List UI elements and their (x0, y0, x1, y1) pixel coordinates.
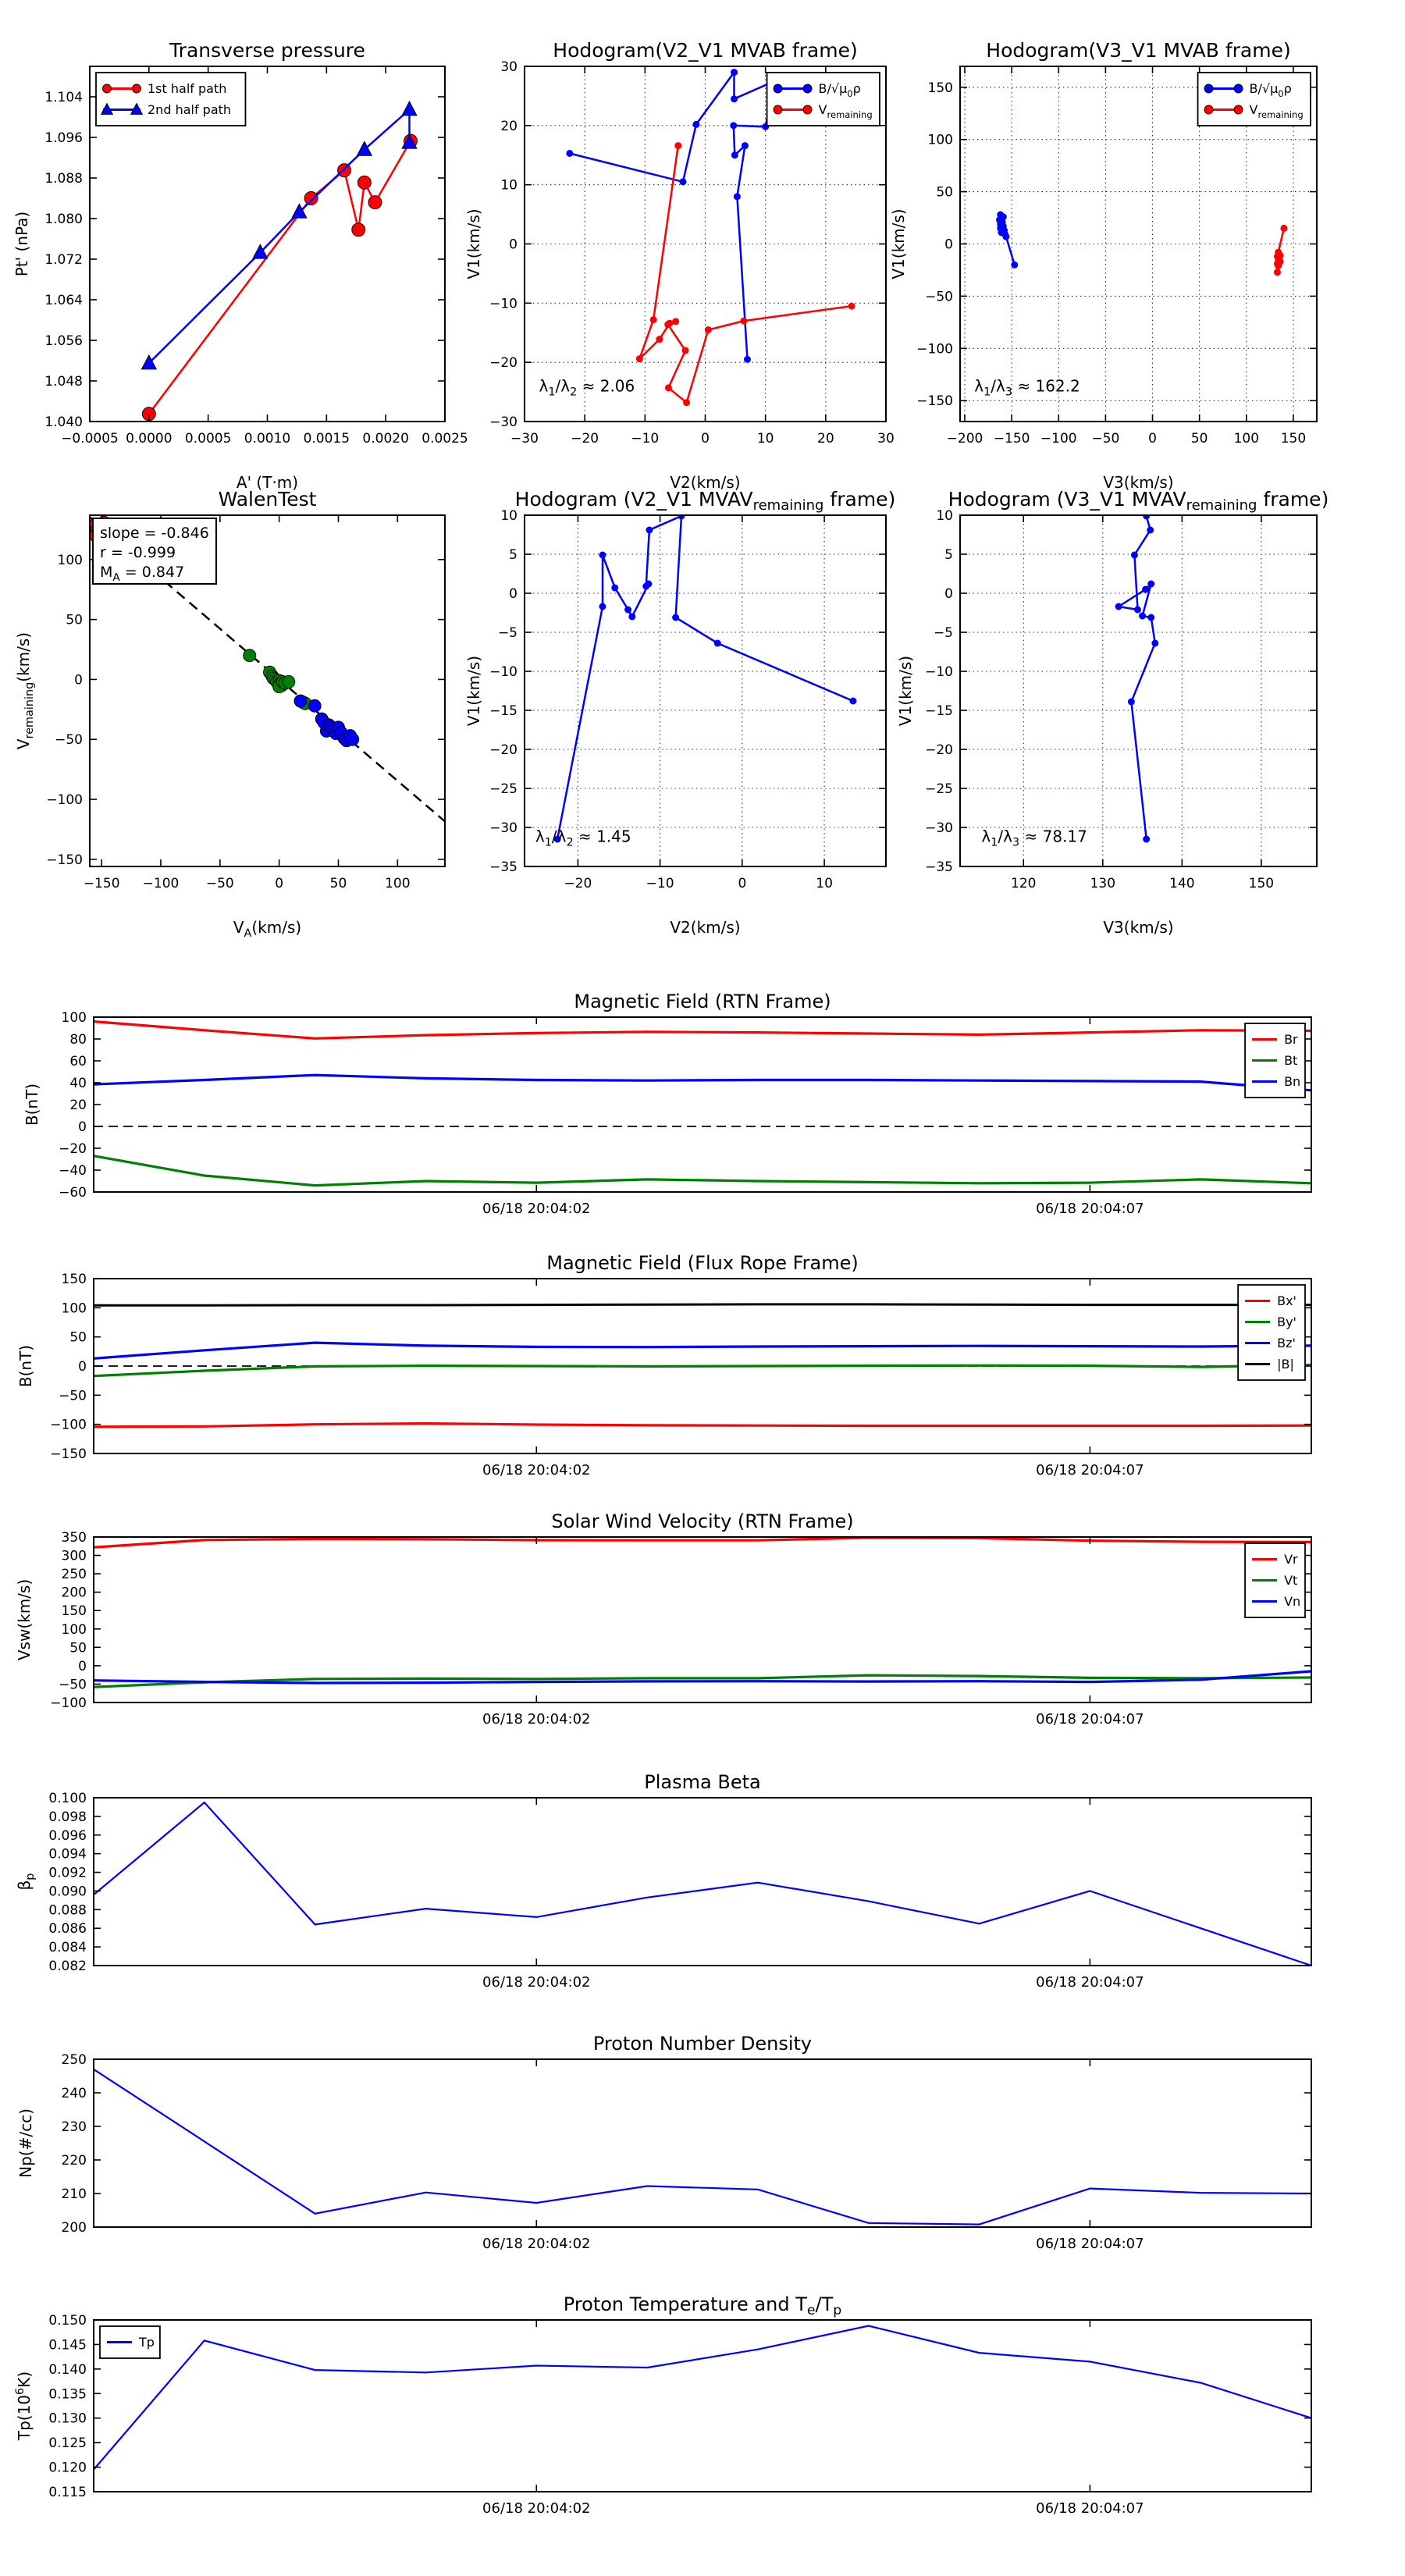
y-axis-label: V1(km/s) (464, 655, 483, 727)
x-tick-label: 06/18 20:04:07 (1036, 1462, 1144, 1478)
y-axis-label: Np(#/cc) (16, 2108, 35, 2178)
x-tick-label: 0.0025 (422, 431, 468, 447)
legend-label: Bn (1284, 1074, 1301, 1089)
y-tick-label: 40 (69, 1076, 87, 1091)
y-tick-label: 0.082 (48, 1959, 87, 1974)
x-tick-label: 06/18 20:04:07 (1036, 1201, 1144, 1217)
y-tick-labels (62, 2052, 87, 2236)
chart-title: Transverse pressure (169, 39, 365, 62)
y-tick-label: −20 (59, 1141, 87, 1157)
series-markers-2nd half (294, 695, 359, 747)
series-group (94, 1022, 1311, 1186)
y-tick-label: 100 (61, 1621, 87, 1638)
chart-title: Magnetic Field (RTN Frame) (574, 991, 831, 1012)
legend-label: Bx' (1277, 1293, 1297, 1308)
legend-label: |B| (1277, 1357, 1294, 1372)
y-tick-label: 1.056 (44, 333, 83, 349)
legend-label: 2nd half path (148, 102, 232, 117)
y-tick-label: 30 (500, 59, 518, 75)
plot-frame (94, 2059, 1311, 2227)
y-tick-label: 0.150 (48, 2313, 87, 2329)
x-tick-label: −20 (564, 876, 592, 891)
series-line-2nd half path (149, 109, 410, 363)
x-tick-label: −0.0005 (61, 431, 119, 447)
x-tick-label: 0.0015 (303, 431, 350, 447)
y-tick-label: 0 (509, 586, 518, 602)
y-tick-labels (489, 508, 518, 875)
x-tick-label: −10 (631, 431, 660, 447)
series-line-Br (94, 1022, 1311, 1039)
x-tick-labels (482, 1462, 1144, 1478)
x-tick-labels (61, 431, 468, 447)
info-box-line: r = -0.999 (100, 544, 176, 561)
x-tick-label: 10 (816, 876, 833, 891)
series-markers-1st half path (142, 134, 417, 421)
x-tick-label: 06/18 20:04:02 (482, 2236, 591, 2252)
y-tick-label: 0.140 (48, 2361, 87, 2378)
y-tick-label: −50 (925, 289, 953, 305)
legend-label: Vt (1284, 1573, 1298, 1588)
chart-title: Hodogram (V3_V1 $MVAV_{remaining}$ frame) (948, 488, 1329, 514)
y-tick-label: 0.096 (48, 1827, 87, 1844)
y-tick-label: 0.125 (48, 2435, 87, 2452)
y-tick-label: −15 (925, 703, 953, 719)
series-markers-V remaining (1274, 225, 1287, 276)
y-tick-label: −20 (489, 742, 518, 758)
chart-title: Solar Wind Velocity (RTN Frame) (551, 1510, 854, 1532)
series-line-Bt (94, 1156, 1311, 1186)
x-tick-label: −50 (205, 876, 234, 891)
y-tick-label: 150 (61, 1272, 87, 1287)
y-tick-label: −100 (46, 792, 83, 808)
y-tick-label: −5 (933, 625, 953, 641)
chart-hodogram-v3v1-mvav (896, 488, 1329, 937)
x-tick-labels (564, 876, 832, 891)
annotation: $\lambda_1/\lambda_2 \approx 2.06$ (539, 376, 635, 399)
y-tick-label: 20 (500, 118, 518, 134)
y-tick-label: −50 (55, 732, 83, 749)
y-tick-label: 1.040 (44, 415, 83, 430)
y-tick-label: 220 (61, 2153, 87, 2169)
y-tick-label: −10 (489, 296, 518, 312)
y-tick-label: −20 (925, 742, 953, 758)
chart-hodogram-v3v1-mvab (889, 39, 1317, 492)
y-axis-label: B(nT) (23, 1083, 41, 1126)
y-tick-label: 50 (69, 1640, 87, 1656)
y-tick-label: 0.100 (48, 1791, 87, 1806)
series-line-Vr (94, 1538, 1311, 1547)
y-tick-label: 50 (66, 612, 83, 628)
annotation: $\lambda_1/\lambda_2 \approx 1.45$ (535, 827, 631, 849)
x-tick-label: 06/18 20:04:07 (1036, 2236, 1144, 2252)
x-tick-labels (482, 1201, 1144, 1217)
series-line-beta_p (94, 1802, 1311, 1966)
y-axis-label: $V_{remaining}(km/s)$ (14, 632, 36, 750)
y-tick-label: 10 (936, 508, 953, 524)
y-tick-label: −30 (489, 820, 518, 836)
y-tick-label: 0 (944, 237, 953, 253)
y-tick-label: 210 (61, 2186, 87, 2202)
tick-marks (94, 2320, 1311, 2492)
x-tick-label: 0 (701, 431, 710, 447)
x-tick-labels (482, 2236, 1144, 2252)
tick-marks (960, 515, 1317, 866)
y-tick-label: 0 (78, 1658, 87, 1674)
x-tick-label: 0 (275, 876, 284, 891)
series-group (94, 2069, 1311, 2225)
y-tick-label: 10 (500, 177, 518, 194)
y-tick-label: 50 (69, 1329, 87, 1346)
tick-marks (94, 2059, 1311, 2227)
legend-label: $B/√\mu_0\rho$ (818, 81, 861, 99)
legend-label: $V_{remaining}$ (1249, 102, 1304, 120)
y-tick-label: 1.064 (44, 293, 83, 308)
x-tick-label: 0.0000 (126, 431, 173, 447)
x-tick-label: 10 (756, 431, 774, 447)
chart-title: Proton Temperature and $T_e/T_p$ (563, 2293, 842, 2318)
y-tick-label: 0.090 (48, 1884, 87, 1900)
x-tick-label: 150 (1248, 876, 1275, 891)
y-tick-label: 0.088 (48, 1902, 87, 1919)
y-tick-label: −50 (59, 1388, 87, 1404)
x-tick-label: 0.0010 (244, 431, 291, 447)
x-tick-label: 100 (1233, 431, 1260, 447)
y-tick-label: 0.145 (48, 2337, 87, 2354)
y-tick-label: −25 (489, 781, 518, 797)
chart-title: Plasma Beta (644, 1771, 761, 1793)
y-tick-label: 1.088 (44, 171, 83, 187)
y-tick-label: 1.080 (44, 212, 83, 227)
y-tick-label: 1.104 (44, 90, 83, 105)
x-axis-label: V2(km/s) (670, 918, 741, 937)
legend (1198, 73, 1311, 126)
x-tick-label: 0.0020 (362, 431, 409, 447)
y-tick-labels (59, 1010, 87, 1201)
plot-frame (94, 2320, 1311, 2492)
chart-title: Hodogram(V3_V1 MVAB frame) (986, 39, 1291, 62)
series-group (94, 1538, 1311, 1687)
x-axis-label: A' (T·m) (236, 473, 299, 492)
chart-np (16, 2033, 1311, 2252)
y-tick-label: 1.096 (44, 130, 83, 146)
y-tick-labels (48, 1791, 87, 1974)
y-tick-label: 80 (69, 1032, 87, 1048)
x-axis-label: $V_A(km/s)$ (233, 918, 302, 940)
series-group (94, 2326, 1311, 2470)
chart-beta (15, 1771, 1311, 1991)
annotation: $\lambda_1/\lambda_3 \approx 162.2$ (974, 376, 1080, 399)
y-tick-label: −100 (50, 1417, 87, 1433)
y-tick-label: 200 (61, 2220, 87, 2236)
y-tick-label: 0.135 (48, 2386, 87, 2403)
legend (1245, 1543, 1305, 1617)
x-tick-label: 20 (817, 431, 834, 447)
x-tick-label: 06/18 20:04:02 (482, 2500, 591, 2517)
y-tick-label: 250 (61, 1567, 87, 1583)
y-tick-label: 1.072 (44, 252, 83, 268)
series-line-V remaining (639, 146, 852, 403)
y-tick-label: −150 (916, 393, 953, 410)
y-axis-label: Vsw(km/s) (15, 1578, 34, 1661)
legend-label: Bz' (1277, 1336, 1296, 1350)
y-tick-label: −35 (489, 859, 518, 875)
series-markers-B/√μ₀ρ (996, 212, 1018, 269)
series-line-B/√μ₀ρ (570, 73, 774, 360)
y-tick-label: 0 (509, 237, 518, 253)
x-tick-label: 50 (329, 876, 347, 891)
y-tick-labels (48, 2313, 87, 2500)
series-group (1115, 513, 1159, 843)
y-tick-label: 0.086 (48, 1921, 87, 1937)
y-tick-label: 10 (500, 508, 518, 524)
x-tick-label: 50 (1190, 431, 1208, 447)
x-tick-label: −100 (1040, 431, 1077, 447)
chart-transverse-pressure (12, 39, 468, 492)
x-tick-label: 06/18 20:04:02 (482, 1974, 591, 1991)
chart-mag-rtn (23, 991, 1311, 1217)
info-box-line: $M_A = 0.847$ (100, 564, 185, 584)
chart-tp (14, 2293, 1311, 2517)
y-tick-label: 240 (61, 2086, 87, 2101)
chart-vsw (15, 1510, 1311, 1727)
x-tick-label: 06/18 20:04:02 (482, 1462, 591, 1478)
chart-mag-fluxrope (16, 1252, 1311, 1478)
y-tick-label: −50 (59, 1677, 87, 1693)
series-group (94, 1802, 1311, 1966)
legend-label: Br (1284, 1032, 1298, 1047)
y-tick-label: 5 (944, 547, 953, 563)
series-line-|B| (94, 1304, 1311, 1305)
y-tick-label: 230 (61, 2119, 87, 2135)
x-tick-label: 120 (1011, 876, 1037, 891)
x-axis-label: V3(km/s) (1103, 473, 1174, 492)
y-tick-label: 0 (74, 672, 83, 688)
x-tick-label: 130 (1090, 876, 1116, 891)
annotation: $\lambda_1/\lambda_3 \approx 78.17$ (981, 827, 1087, 849)
x-tick-label: 06/18 20:04:07 (1036, 2500, 1144, 2517)
y-axis-label: B(nT) (16, 1344, 35, 1388)
y-tick-label: −30 (489, 415, 518, 430)
y-tick-label: 0.120 (48, 2460, 87, 2476)
y-axis-label: Pt' (nPa) (12, 211, 31, 277)
series-line-Bx' (94, 1424, 1311, 1427)
y-tick-labels (489, 59, 518, 430)
tick-marks (94, 1017, 1311, 1192)
y-tick-label: 5 (509, 547, 518, 563)
chart-hodogram-v2v1-mvab (464, 39, 895, 492)
y-tick-label: 0.115 (48, 2485, 87, 2500)
x-tick-label: 0 (738, 876, 747, 891)
x-tick-labels (947, 431, 1306, 447)
y-tick-labels (925, 508, 953, 875)
series-line-Tp (94, 2326, 1311, 2470)
info-box-line: slope = -0.846 (100, 525, 209, 542)
info-box (93, 518, 216, 584)
x-tick-label: 06/18 20:04:07 (1036, 1711, 1144, 1727)
y-tick-label: 50 (936, 184, 953, 201)
legend-label: Bt (1284, 1053, 1298, 1068)
legend (767, 73, 880, 126)
y-tick-label: 1.048 (44, 374, 83, 390)
legend-label: By' (1277, 1315, 1297, 1329)
x-tick-label: −30 (510, 431, 539, 447)
legend-label: Vr (1284, 1552, 1298, 1567)
legend-label: $V_{remaining}$ (818, 102, 873, 120)
chart-title: Magnetic Field (Flux Rope Frame) (546, 1252, 859, 1274)
y-tick-label: 0 (944, 586, 953, 602)
legend-label: Tp (139, 2335, 155, 2350)
y-tick-label: 0.092 (48, 1865, 87, 1881)
chart-hodogram-v2v1-mvav (464, 488, 895, 937)
y-tick-label: 200 (61, 1585, 87, 1601)
legend (1245, 1023, 1305, 1098)
y-tick-label: 0.098 (48, 1809, 87, 1825)
x-axis-label: V3(km/s) (1103, 918, 1174, 937)
chart-title: Proton Number Density (592, 2033, 813, 2055)
y-tick-label: −100 (50, 1695, 87, 1711)
plot-frame (960, 515, 1317, 866)
series-line-Np (94, 2069, 1311, 2225)
series-line-Bz' (94, 1343, 1311, 1358)
x-tick-label: −150 (993, 431, 1030, 447)
series-line-V path (1119, 516, 1155, 839)
plot-frame (94, 1017, 1311, 1192)
x-tick-label: 150 (1280, 431, 1307, 447)
x-tick-labels (482, 2500, 1144, 2517)
y-tick-label: 20 (69, 1098, 87, 1113)
x-tick-label: 30 (877, 431, 895, 447)
chart-title: Hodogram (V2_V1 $MVAV_{remaining}$ frame) (514, 488, 896, 514)
chart-walen-test (14, 488, 445, 940)
y-tick-labels (50, 1530, 87, 1711)
grid (960, 515, 1317, 866)
legend (1238, 1285, 1305, 1380)
y-tick-label: 100 (927, 132, 953, 148)
x-tick-label: −200 (946, 431, 984, 447)
x-tick-labels (510, 431, 895, 447)
y-tick-label: −30 (925, 820, 953, 836)
x-tick-labels (482, 1711, 1144, 1727)
x-tick-label: −10 (646, 876, 674, 891)
y-tick-label: −40 (59, 1163, 87, 1179)
x-tick-label: −50 (1091, 431, 1120, 447)
y-tick-label: 100 (57, 552, 83, 568)
y-tick-label: −15 (489, 703, 518, 719)
y-tick-label: 100 (61, 1300, 87, 1317)
x-tick-label: −100 (142, 876, 180, 891)
y-tick-label: 350 (61, 1530, 87, 1546)
y-axis-label: $\beta_p$ (15, 1873, 37, 1891)
x-tick-labels (482, 1974, 1144, 1991)
y-tick-label: −150 (46, 852, 83, 868)
y-tick-label: 0 (78, 1119, 87, 1135)
y-tick-labels (916, 80, 953, 409)
y-tick-label: 60 (69, 1054, 87, 1069)
y-tick-label: −35 (925, 859, 953, 875)
y-tick-label: −60 (59, 1185, 87, 1201)
y-tick-label: 0.094 (48, 1846, 87, 1863)
series-markers-V path (554, 513, 857, 843)
series-line-Bn (94, 1075, 1311, 1091)
x-tick-label: −150 (83, 876, 120, 891)
legend-label: $B/√\mu_0\rho$ (1249, 81, 1292, 99)
y-tick-label: 0 (78, 1359, 87, 1375)
series-markers-V path (1115, 513, 1159, 843)
y-tick-label: 300 (61, 1548, 87, 1564)
y-tick-label: −100 (916, 341, 953, 358)
series-markers-V remaining (636, 142, 855, 406)
y-tick-label: −25 (925, 781, 953, 797)
x-tick-label: 0.0005 (184, 431, 232, 447)
legend (96, 73, 245, 126)
y-tick-label: 0.130 (48, 2411, 87, 2427)
legend-label: 1st half path (148, 81, 227, 96)
x-tick-label: 140 (1169, 876, 1195, 891)
y-tick-label: 150 (61, 1603, 87, 1620)
series-group (554, 513, 857, 843)
x-tick-label: 06/18 20:04:02 (482, 1201, 591, 1217)
x-tick-labels (84, 876, 411, 891)
y-tick-labels (50, 1272, 87, 1462)
x-tick-label: 06/18 20:04:07 (1036, 1974, 1144, 1991)
series-group (141, 101, 417, 421)
x-tick-labels (1011, 876, 1274, 891)
x-axis-label: V2(km/s) (670, 473, 741, 492)
y-axis-label: V1(km/s) (896, 655, 915, 727)
x-tick-label: 0 (1148, 431, 1157, 447)
y-tick-label: 250 (61, 2052, 87, 2068)
legend (100, 2326, 160, 2358)
y-tick-label: −20 (489, 355, 518, 372)
y-tick-labels (46, 553, 83, 868)
x-tick-label: −20 (571, 431, 599, 447)
chart-title: WalenTest (218, 488, 317, 511)
y-axis-label: $Tp(10^6K)$ (14, 2371, 34, 2441)
series-group (996, 212, 1287, 276)
x-tick-label: 100 (385, 876, 411, 891)
y-tick-label: 0.084 (48, 1940, 87, 1956)
x-tick-label: 06/18 20:04:02 (482, 1711, 591, 1727)
legend-label: Vn (1284, 1594, 1301, 1609)
y-tick-label: −10 (489, 664, 518, 680)
y-tick-label: −10 (925, 664, 953, 680)
y-tick-label: −150 (50, 1446, 87, 1462)
y-tick-labels (44, 90, 83, 430)
y-tick-label: 100 (61, 1010, 87, 1026)
y-axis-label: V1(km/s) (464, 208, 483, 279)
y-axis-label: V1(km/s) (889, 208, 908, 279)
series-line-V path (557, 516, 853, 839)
chart-title: Hodogram(V2_V1 MVAB frame) (553, 39, 858, 62)
y-tick-label: 150 (927, 80, 953, 96)
series-group (94, 1304, 1311, 1427)
y-tick-label: −5 (497, 625, 518, 641)
